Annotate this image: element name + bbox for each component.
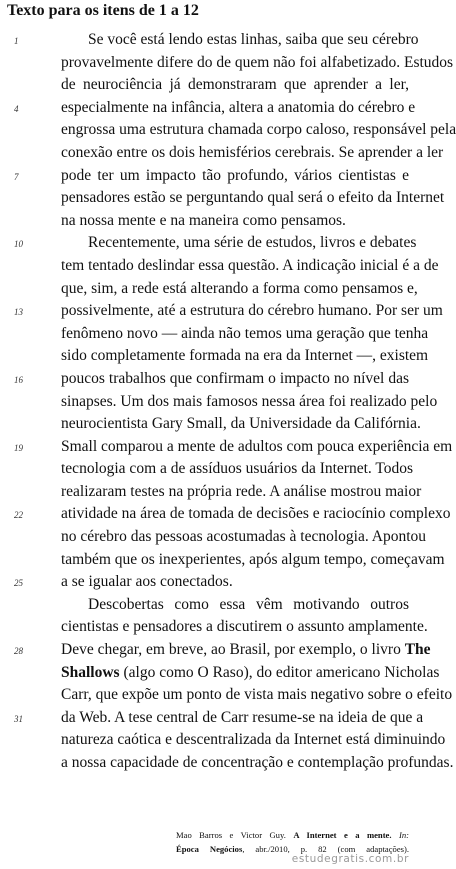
text-line (0, 119, 456, 142)
line-content: também que os inexperientes, após algum tempo, começavam (61, 550, 445, 568)
text-line (0, 300, 443, 323)
line-content: que, sim, a rede está alterando a forma como pensamos e, (61, 279, 418, 297)
text-line (0, 391, 438, 414)
line-text (61, 255, 439, 278)
text-line (0, 662, 440, 685)
line-content: conexão entre os dois hemisférios cerebrais. Se aprender a ler (61, 143, 444, 161)
text-line (0, 526, 427, 549)
text-line (0, 210, 416, 233)
line-content: neurocientista Gary Small, da Universidade da Califórnia. (61, 415, 421, 433)
text-line (0, 458, 416, 481)
line-text (61, 571, 409, 594)
text-line (0, 594, 416, 617)
line-content: poucos trabalhos que confirmam o impacto no nível das (61, 369, 409, 387)
line-content: especialmente na infância, altera a anatomia do cérebro e (61, 98, 416, 116)
line-number: 1 (14, 36, 19, 46)
line-content: na nossa mente e na maneira como pensamos. (61, 211, 346, 229)
line-text (61, 458, 414, 481)
book-title-part: Shallows (61, 663, 120, 681)
text-line (0, 142, 444, 165)
line-content: Descobertas como essa vêm motivando outros (88, 595, 409, 613)
line-text (88, 29, 419, 52)
line-text (61, 119, 456, 142)
line-number: 4 (14, 103, 19, 114)
line-text (61, 549, 445, 572)
text-line (0, 29, 419, 52)
line-content: no cérebro das pessoas acostumadas à tecnologia. Apontou (61, 528, 427, 546)
line-number: 10 (14, 239, 23, 250)
line-content: tem tentado deslindar essa questão. A indicação inicial é a de (61, 256, 439, 274)
line-content: (algo como O Raso), do editor americano Nicholas (123, 663, 440, 681)
text-line (0, 278, 416, 301)
line-text (61, 436, 453, 459)
text-line (0, 345, 429, 368)
line-content: sido completamente formada na era da Internet —, existem (61, 347, 429, 365)
line-number: 25 (14, 578, 23, 589)
line-text (61, 503, 451, 526)
text-line (0, 684, 453, 707)
line-content: Small comparou a mente de adultos com pouca experiência em (61, 437, 453, 455)
line-content: tecnologia com a de assíduos usuários da Internet. Todos (61, 460, 414, 478)
line-content: Deve chegar, em breve, ao Brasil, por exemplo, o livro (61, 641, 401, 659)
line-text (61, 707, 424, 730)
line-text (61, 97, 416, 120)
line-number: 31 (14, 713, 23, 724)
text-line (0, 323, 429, 346)
text-line (0, 752, 454, 775)
line-text (61, 142, 444, 165)
line-content: sinapses. Um dos mais famosos nessa área foi realizado pelo (61, 392, 438, 410)
line-text (61, 662, 440, 685)
text-line (0, 97, 416, 120)
line-text (61, 74, 409, 97)
line-text (61, 210, 409, 233)
text-line (0, 639, 431, 662)
line-content: a se igualar aos conectados. (61, 573, 233, 591)
text-line (0, 549, 445, 572)
book-title-part: The (404, 641, 431, 659)
line-content: engrossa uma estrutura chamada corpo caloso, responsável pela (61, 121, 456, 139)
citation-details: , abr./2010, p. 82 (com adaptações). (242, 844, 409, 854)
line-text (61, 300, 443, 323)
text-line (0, 503, 451, 526)
text-line (0, 368, 416, 391)
line-text (61, 391, 438, 414)
line-text (61, 187, 445, 210)
line-content: da Web. A tese central de Carr resume-se na ideia de que a (61, 708, 424, 726)
line-text (61, 278, 418, 301)
text-line (0, 481, 422, 504)
line-content: Recentemente, uma série de estudos, livros e debates (88, 234, 417, 252)
line-text (61, 368, 409, 391)
line-text (61, 413, 421, 436)
line-number: 19 (14, 442, 23, 453)
text-line (0, 187, 445, 210)
line-content: natureza caótica e descentralizada da Internet está diminuindo (61, 731, 446, 749)
line-text (61, 52, 454, 75)
line-text (61, 481, 422, 504)
line-content: fenômeno novo — ainda não temos uma geração que tenha (61, 324, 429, 342)
line-content: pensadores estão se perguntando qual será o efeito da Internet (61, 189, 445, 207)
line-text (88, 232, 417, 255)
text-line (0, 74, 416, 97)
line-text (88, 594, 409, 617)
line-content: de neurociência já demonstraram que aprender a ler, (61, 76, 409, 94)
citation-title: A Internet e a mente. (293, 830, 392, 840)
line-text (61, 165, 409, 188)
text-line (0, 571, 416, 594)
line-content: provavelmente difere do de quem não foi alfabetizado. Estudos (61, 53, 454, 71)
text-line (0, 165, 416, 188)
line-text (61, 616, 428, 639)
text-line (0, 52, 454, 75)
text-line (0, 729, 446, 752)
line-text (61, 526, 427, 549)
text-line (0, 255, 439, 278)
line-number: 16 (14, 374, 23, 385)
line-text (61, 729, 446, 752)
line-content: a nossa capacidade de concentração e contemplação profundas. (61, 754, 454, 771)
citation-authors: Mao Barros e Victor Guy. (176, 830, 286, 840)
line-content: Se você está lendo estas linhas, saiba que seu cérebro (88, 31, 419, 48)
line-number: 7 (14, 171, 19, 182)
text-line (0, 413, 421, 436)
line-number: 28 (14, 646, 23, 657)
watermark: estudegratis.com.br (291, 853, 409, 865)
line-text (61, 752, 454, 775)
line-content: realizaram testes na própria rede. A análise mostrou maior (61, 482, 422, 500)
line-text (61, 345, 429, 368)
citation-source: Época Negócios (176, 844, 243, 854)
line-content: atividade na área de tomada de decisões e raciocínio complexo (61, 505, 451, 523)
text-line (0, 232, 416, 255)
source-citation (176, 828, 409, 856)
citation-in: In: (398, 830, 409, 840)
line-text (61, 323, 429, 346)
section-header: Texto para os itens de 1 a 12 (7, 2, 199, 19)
line-content: cientistas e pensadores a discutirem o assunto amplamente. (61, 618, 428, 636)
text-line (0, 707, 424, 730)
line-text (61, 684, 453, 707)
text-line (0, 616, 428, 639)
line-text (61, 639, 431, 662)
line-number: 13 (14, 307, 23, 318)
passage-text (0, 29, 456, 775)
line-content: possivelmente, até a estrutura do cérebro humano. Por ser um (61, 302, 443, 320)
line-content: Carr, que expõe um ponto de vista mais negativo sobre o efeito (61, 686, 453, 704)
line-content: pode ter um impacto tão profundo, vários cientistas e (61, 166, 409, 184)
line-number: 22 (14, 510, 23, 521)
text-line (0, 436, 453, 459)
